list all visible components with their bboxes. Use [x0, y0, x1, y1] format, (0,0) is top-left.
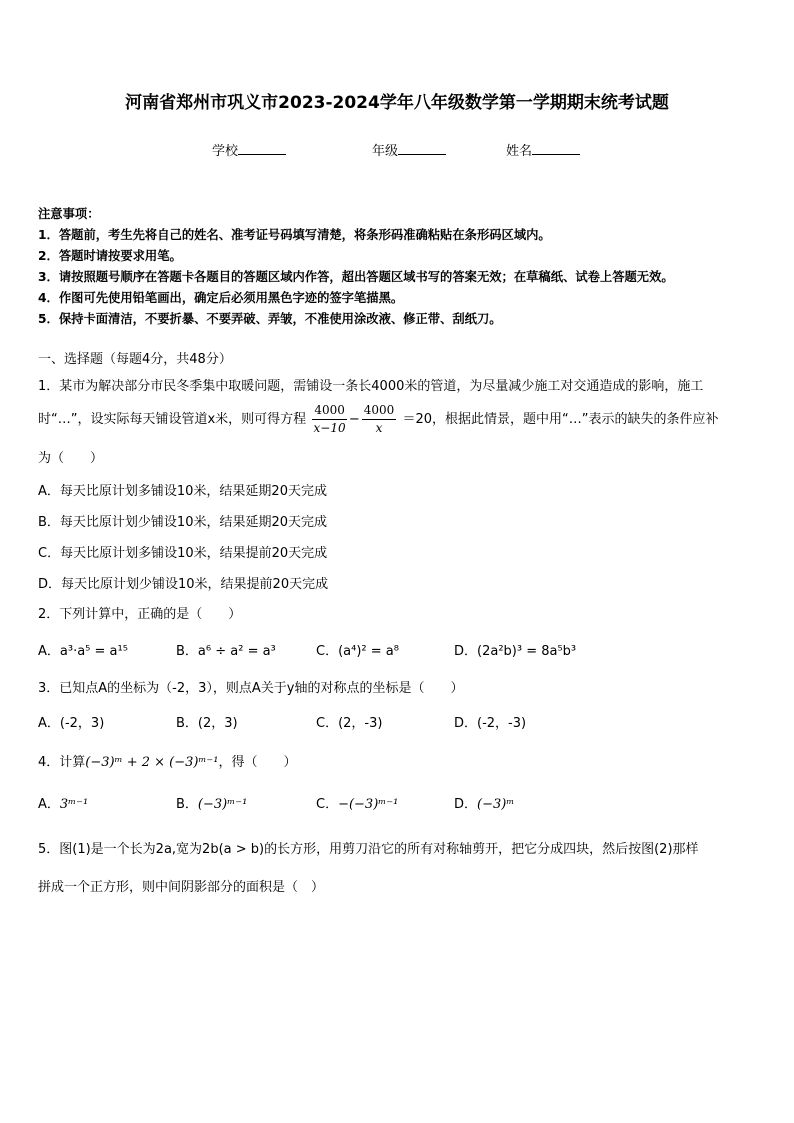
grade-label: 年级: [372, 144, 399, 159]
q1-line2: [38, 402, 718, 437]
fraction-numerator: 4000: [362, 402, 397, 420]
option-letter: B．: [176, 797, 198, 812]
fraction-denominator: x: [375, 421, 383, 435]
q2-option-a: A．a³·a⁵ = a¹⁵: [38, 644, 128, 659]
option-value: 3ᵐ⁻¹: [59, 797, 89, 812]
notice-item: 1．答题前，考生先将自己的姓名、准考证号码填写清楚，将条形码准确粘贴在条形码区域内。: [38, 228, 551, 242]
q3-option-d: D．(-2，-3): [454, 716, 527, 731]
q1-option-a: A．每天比原计划多铺设10米，结果延期20天完成: [38, 484, 327, 499]
section-heading: 一、选择题（每题4分，共48分）: [38, 352, 232, 367]
notice-heading: 注意事项：: [38, 207, 100, 221]
q4-stem: [38, 751, 297, 770]
name-blank[interactable]: [532, 142, 580, 155]
q4-expression: (−3)ᵐ + 2 × (−3)ᵐ⁻¹: [85, 755, 219, 770]
option-value: (−3)ᵐ: [477, 797, 515, 812]
minus-sign: −: [348, 412, 360, 427]
exam-title: 河南省郑州市巩义市2023-2024学年八年级数学第一学期期末统考试题: [125, 93, 669, 113]
q1-line3: 为（ ）: [38, 451, 104, 466]
q1-option-d: D．每天比原计划少铺设10米，结果提前20天完成: [38, 577, 329, 592]
q3-stem: 3．已知点A的坐标为（-2，3），则点A关于y轴的对称点的坐标是（ ）: [38, 681, 464, 696]
grade-field: [372, 140, 446, 159]
q5-line1: 5．图(1)是一个长为2a,宽为2b(a > b)的长方形，用剪刀沿它的所有对称轴剪开，把它分成四块，然后按图(2)那样: [38, 842, 699, 857]
q1-option-b: B．每天比原计划少铺设10米，结果延期20天完成: [38, 515, 328, 530]
grade-blank[interactable]: [398, 142, 446, 155]
fraction-numerator: 4000: [312, 402, 347, 420]
q5-line2: 拼成一个正方形，则中间阴影部分的面积是（ ）: [38, 880, 325, 895]
name-field: [506, 140, 580, 159]
school-blank[interactable]: [238, 142, 286, 155]
notice-item: 4．作图可先使用铅笔画出，确定后必须用黑色字迹的签字笔描黑。: [38, 291, 404, 305]
q2-option-b: B．a⁶ ÷ a² = a³: [176, 644, 276, 659]
school-label: 学校: [212, 144, 239, 159]
q1-option-c: C．每天比原计划多铺设10米，结果提前20天完成: [38, 546, 328, 561]
q1-line2-pre: 时“…”，设实际每天铺设管道x米，则可得方程: [38, 412, 307, 427]
fraction-denominator: x−10: [313, 421, 346, 435]
option-letter: D．: [454, 797, 478, 812]
q1-fraction-1: [312, 402, 347, 437]
q3-option-a: A．(-2，3): [38, 716, 105, 731]
q4-option-b: [176, 793, 247, 812]
option-value: −(−3)ᵐ⁻¹: [338, 797, 399, 812]
q3-option-b: B．(2，3): [176, 716, 238, 731]
q1-fraction-2: [362, 402, 397, 437]
q2-stem: 2．下列计算中，正确的是（ ）: [38, 607, 242, 622]
q2-option-c: C．(a⁴)² = a⁸: [316, 644, 399, 659]
q4-option-c: [316, 793, 398, 812]
q4-option-d: [454, 793, 514, 812]
q1-line1: 1．某市为解决部分市民冬季集中取暖问题，需铺设一条长4000米的管道，为尽量减少施工对交通造成的影响，施工: [38, 379, 704, 394]
q4-stem-post: ，得（ ）: [218, 755, 297, 770]
name-label: 姓名: [506, 144, 533, 159]
option-value: (−3)ᵐ⁻¹: [197, 797, 248, 812]
notice-item: 3．请按照题号顺序在答题卡各题目的答题区域内作答，超出答题区域书写的答案无效；在草稿纸、试卷上答题无效。: [38, 270, 674, 284]
school-field: [212, 140, 286, 159]
notice-item: 2．答题时请按要求用笔。: [38, 249, 182, 263]
option-letter: C．: [316, 797, 339, 812]
q4-option-a: [38, 793, 88, 812]
q3-option-c: C．(2，-3): [316, 716, 383, 731]
option-letter: A．: [38, 797, 60, 812]
q2-option-d: D．(2a²b)³ = 8a⁵b³: [454, 644, 577, 659]
notice-item: 5．保持卡面清洁，不要折暴、不要弄破、弄皱，不准使用涂改液、修正带、刮纸刀。: [38, 312, 502, 326]
q1-line2-post: ＝20，根据此情景，题中用“…”表示的缺失的条件应补: [402, 412, 719, 427]
q4-stem-pre: 4．计算: [38, 755, 86, 770]
